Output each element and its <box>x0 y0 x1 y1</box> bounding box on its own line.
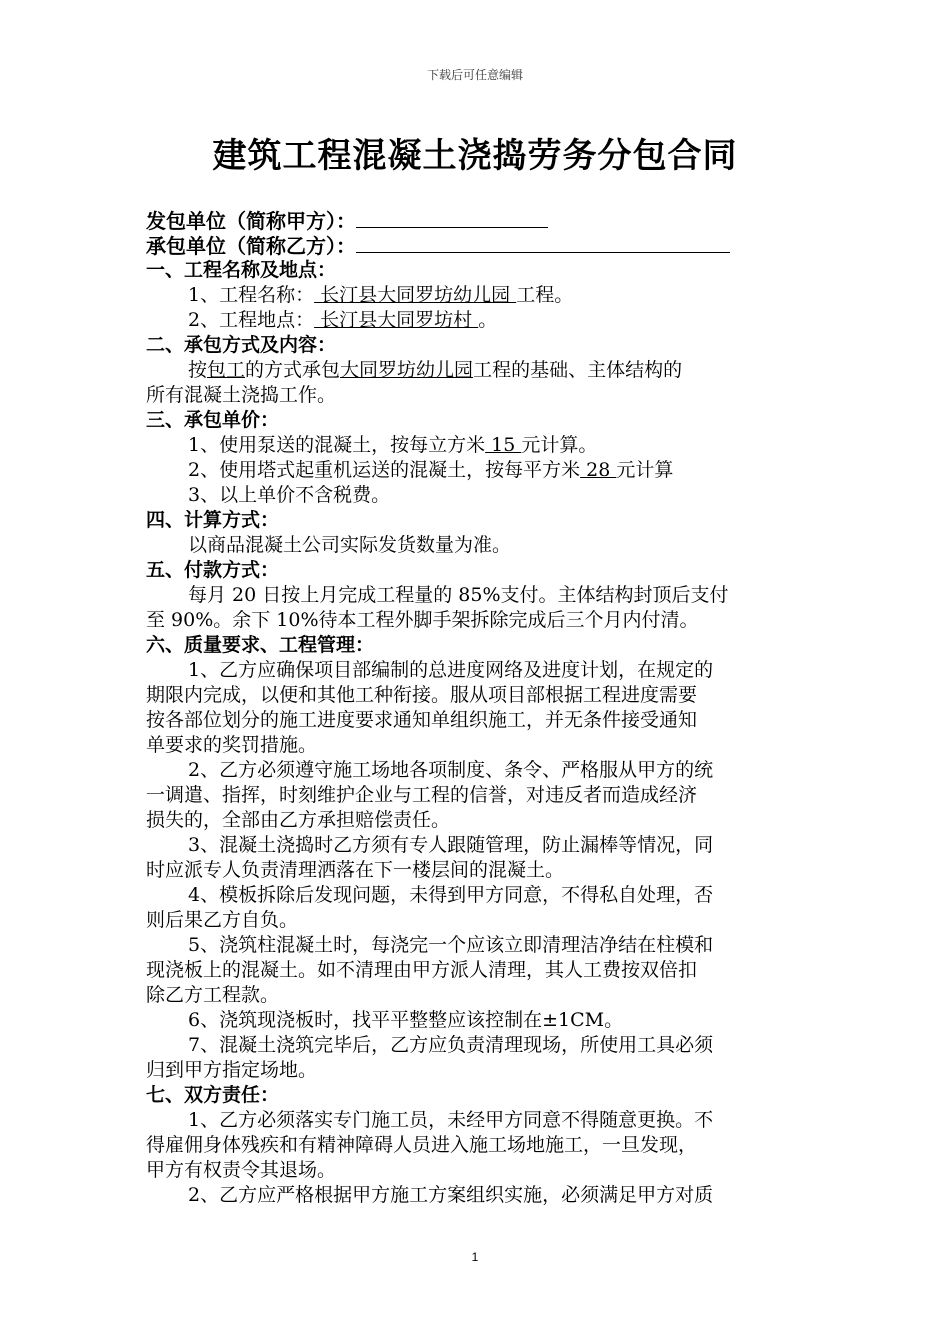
pump-price-suffix: 元计算。 <box>521 434 598 456</box>
quality-line: 4、模板拆除后发现问题，未得到甲方同意，不得私自处理，否 <box>188 884 714 906</box>
pump-price-value: 15 <box>485 434 522 456</box>
quality-line: 7、混凝土浇筑完毕后，乙方应负责清理现场，所使用工具必须 <box>188 1034 714 1056</box>
contract-mode-middle: 的方式承包 <box>245 359 341 381</box>
contract-mode-line-2: 所有混凝土浇捣工作。 <box>146 384 337 406</box>
contract-project-value: 大同罗坊幼儿园 <box>340 359 474 381</box>
responsibility-line: 得雇佣身体残疾和有精神障碍人员进入施工场地施工，一旦发现， <box>146 1134 698 1156</box>
crane-price-line <box>146 458 808 483</box>
quality-line: 6、浇筑现浇板时，找平平整整应该控制在±1CM。 <box>188 1009 624 1031</box>
responsibility-line: 1、乙方必须落实专门施工员，未经甲方同意不得随意更换。不 <box>188 1109 714 1131</box>
crane-price-suffix: 元计算 <box>616 459 674 481</box>
project-location-label: 2、工程地点： <box>188 309 315 331</box>
contract-mode-value: 包工 <box>207 359 246 381</box>
pump-price-label: 1、使用泵送的混凝土，按每立方米 <box>188 434 486 456</box>
section-7-heading: 七、双方责任： <box>146 1084 280 1106</box>
project-location-value: 长汀县大同罗坊村 <box>314 309 479 331</box>
section-4-heading: 四、计算方式： <box>146 509 280 531</box>
quality-line: 期限内完成，以便和其他工种衔接。服从项目部根据工程进度需要 <box>146 684 698 706</box>
project-name-line <box>146 283 808 308</box>
tax-note-line: 3、以上单价不含税费。 <box>188 484 391 506</box>
party-b-label: 承包单位（简称乙方）： <box>146 234 356 258</box>
responsibility-line: 甲方有权责令其退场。 <box>146 1159 337 1181</box>
party-a-line <box>146 208 808 233</box>
contract-body <box>146 208 808 1208</box>
quality-line: 现浇板上的混凝土。如不清理由甲方派人清理，其人工费按双倍扣 <box>146 959 698 981</box>
quality-line: 2、乙方必须遵守施工场地各项制度、条令、严格服从甲方的统 <box>188 759 714 781</box>
section-6-heading: 六、质量要求、工程管理： <box>146 634 375 656</box>
project-name-label: 1、工程名称： <box>188 284 315 306</box>
party-a-blank <box>356 208 548 228</box>
quality-line: 归到甲方指定场地。 <box>146 1059 318 1081</box>
party-b-line <box>146 233 808 258</box>
contract-mode-line <box>146 358 808 383</box>
quality-line: 单要求的奖罚措施。 <box>146 734 318 756</box>
payment-line-2: 至 90%。余下 10%待本工程外脚手架拆除完成后三个月内付清。 <box>146 609 699 631</box>
party-a-label: 发包单位（简称甲方）： <box>146 209 356 233</box>
quality-line: 5、浇筑柱混凝土时，每浇完一个应该立即清理洁净结在柱模和 <box>188 934 714 956</box>
quality-line: 时应派专人负责清理洒落在下一楼层间的混凝土。 <box>146 859 565 881</box>
crane-price-value: 28 <box>580 459 617 481</box>
header-note: 下载后可任意编辑 <box>426 68 523 82</box>
document-title: 建筑工程混凝土浇捣劳务分包合同 <box>212 136 738 176</box>
project-location-line <box>146 308 808 333</box>
contract-mode-prefix: 按 <box>188 359 208 381</box>
crane-price-label: 2、使用塔式起重机运送的混凝土，按每平方米 <box>188 459 581 481</box>
section-1-heading: 一、工程名称及地点： <box>146 259 337 281</box>
quality-line: 则后果乙方自负。 <box>146 909 299 931</box>
project-location-suffix: 。 <box>478 309 498 331</box>
section-2-heading: 二、承包方式及内容： <box>146 334 337 356</box>
quality-line: 损失的，全部由乙方承担赔偿责任。 <box>146 809 451 831</box>
party-b-blank <box>356 233 730 253</box>
project-name-suffix: 工程。 <box>516 284 574 306</box>
quality-line: 按各部位划分的施工进度要求通知单组织施工，并无条件接受通知 <box>146 709 698 731</box>
quality-line: 除乙方工程款。 <box>146 984 280 1006</box>
contract-mode-suffix: 工程的基础、主体结构的 <box>473 359 683 381</box>
quality-line: 3、混凝土浇捣时乙方须有专人跟随管理，防止漏棒等情况，同 <box>188 834 714 856</box>
quality-line: 1、乙方应确保项目部编制的总进度网络及进度计划，在规定的 <box>188 659 714 681</box>
calculation-method-text: 以商品混凝土公司实际发货数量为准。 <box>188 534 512 556</box>
responsibility-line: 2、乙方应严格根据甲方施工方案组织实施，必须满足甲方对质 <box>188 1184 714 1206</box>
pump-price-line <box>146 433 808 458</box>
section-3-heading: 三、承包单价： <box>146 409 280 431</box>
section-5-heading: 五、付款方式： <box>146 559 280 581</box>
project-name-value: 长汀县大同罗坊幼儿园 <box>314 284 517 306</box>
page-number: 1 <box>471 1250 479 1264</box>
payment-line-1: 每月 20 日按上月完成工程量的 85%支付。主体结构封顶后支付 <box>188 584 729 606</box>
quality-line: 一调遣、指挥，时刻维护企业与工程的信誉，对违反者而造成经济 <box>146 784 698 806</box>
